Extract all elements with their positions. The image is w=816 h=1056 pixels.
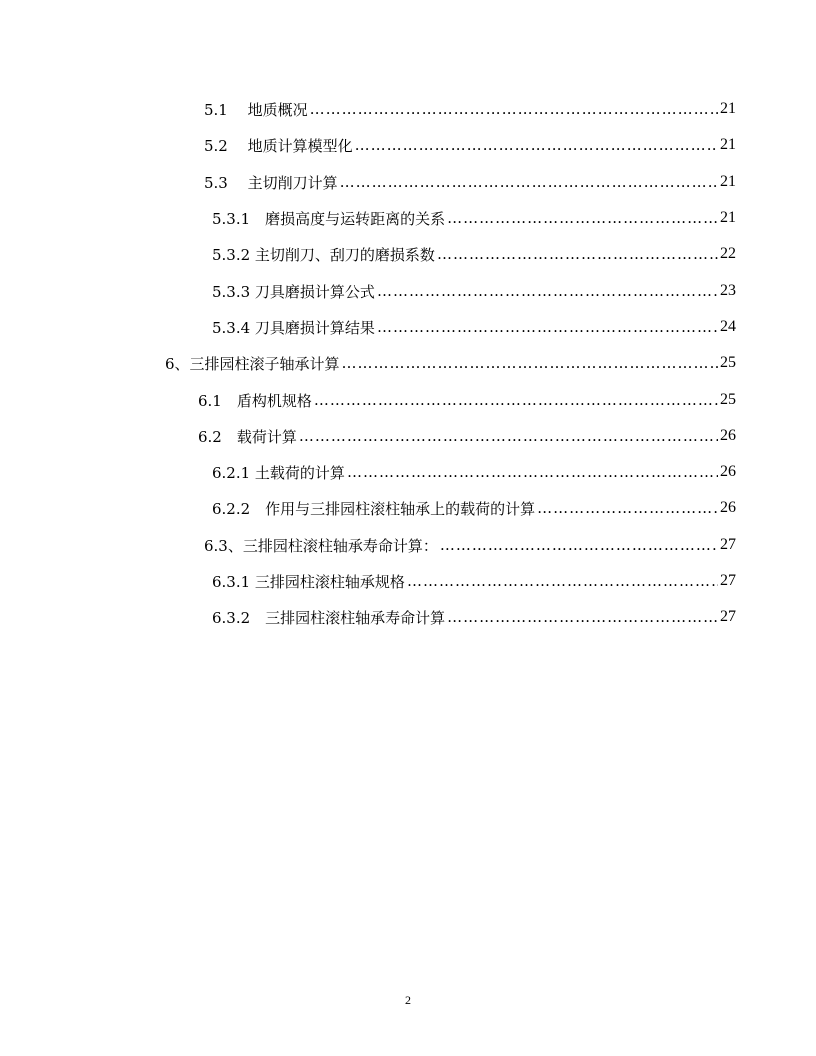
toc-entry-page: 27: [720, 572, 736, 589]
toc-entry-label: 6.3、三排园柱滚柱轴承寿命计算：: [204, 536, 438, 555]
dot-leader: [310, 100, 718, 118]
toc-entry-5-3-2[interactable]: [212, 242, 736, 266]
toc-entry-5-2[interactable]: [204, 133, 736, 157]
dot-leader: [407, 572, 718, 590]
dot-leader: [440, 536, 718, 554]
toc-entry-6[interactable]: [165, 351, 736, 375]
dot-leader: [347, 463, 718, 481]
toc-entry-label: 6.3.1 三排园柱滚柱轴承规格: [212, 572, 405, 591]
dot-leader: [340, 173, 718, 191]
toc-entry-page: 25: [720, 391, 736, 408]
toc-entry-page: 24: [720, 318, 736, 335]
toc-entry-page: 26: [720, 427, 736, 444]
toc-entry-page: 21: [720, 100, 736, 117]
toc-entry-6-1[interactable]: [198, 388, 736, 412]
toc-entry-label: 6、三排园柱滚子轴承计算: [165, 354, 340, 373]
toc-entry-label: 5.3 主切削刀计算: [204, 173, 338, 192]
toc-entry-5-3-3[interactable]: [212, 279, 736, 303]
dot-leader: [377, 282, 718, 300]
toc-entry-6-2[interactable]: [198, 424, 736, 448]
toc-entry-label: 5.3.3 刀具磨损计算公式: [212, 282, 375, 301]
toc-entry-label: 6.1 盾构机规格: [198, 391, 312, 410]
toc-entry-label: 6.2.2 作用与三排园柱滚柱轴承上的载荷的计算: [212, 499, 536, 518]
toc-entry-5-1[interactable]: [204, 97, 736, 121]
toc-entry-5-3-1[interactable]: [212, 206, 736, 230]
toc-entry-page: 27: [720, 608, 736, 625]
dot-leader: [342, 354, 718, 372]
dot-leader: [437, 245, 718, 263]
toc-entry-page: 26: [720, 463, 736, 480]
toc-entry-6-3-1[interactable]: [212, 569, 736, 593]
toc-entry-page: 23: [720, 282, 736, 299]
toc-entry-label: 5.1 地质概况: [204, 100, 308, 119]
dot-leader: [355, 136, 718, 154]
toc-entry-page: 27: [720, 536, 736, 553]
toc-entry-6-3-2[interactable]: [212, 605, 736, 629]
toc-entry-5-3-4[interactable]: [212, 315, 736, 339]
toc-entry-label: 6.2 载荷计算: [198, 427, 297, 446]
page-number: 2: [405, 993, 411, 1007]
toc-entry-label: 6.2.1 土载荷的计算: [212, 463, 345, 482]
toc-entry-5-3[interactable]: [204, 170, 736, 194]
toc-entry-label: 5.3.4 刀具磨损计算结果: [212, 318, 375, 337]
dot-leader: [314, 391, 718, 409]
toc-entry-page: 22: [720, 245, 736, 262]
dot-leader: [447, 608, 718, 626]
toc-entry-label: 5.2 地质计算模型化: [204, 136, 353, 155]
toc-entry-label: 5.3.1 磨损高度与运转距离的关系: [212, 209, 446, 228]
toc-entry-label: 6.3.2 三排园柱滚柱轴承寿命计算: [212, 608, 446, 627]
toc-entry-6-2-1[interactable]: [212, 460, 736, 484]
toc-entry-label: 5.3.2 主切削刀、刮刀的磨损系数: [212, 245, 435, 264]
toc-entry-page: 21: [720, 173, 736, 190]
dot-leader: [447, 209, 718, 227]
dot-leader: [299, 427, 718, 445]
dot-leader: [537, 499, 718, 517]
toc-entry-page: 26: [720, 499, 736, 516]
toc-entry-6-2-2[interactable]: [212, 496, 736, 520]
toc-entry-page: 21: [720, 209, 736, 226]
toc-entry-page: 25: [720, 354, 736, 371]
toc-entry-6-3[interactable]: [204, 533, 736, 557]
toc-entry-page: 21: [720, 136, 736, 153]
dot-leader: [377, 318, 718, 336]
